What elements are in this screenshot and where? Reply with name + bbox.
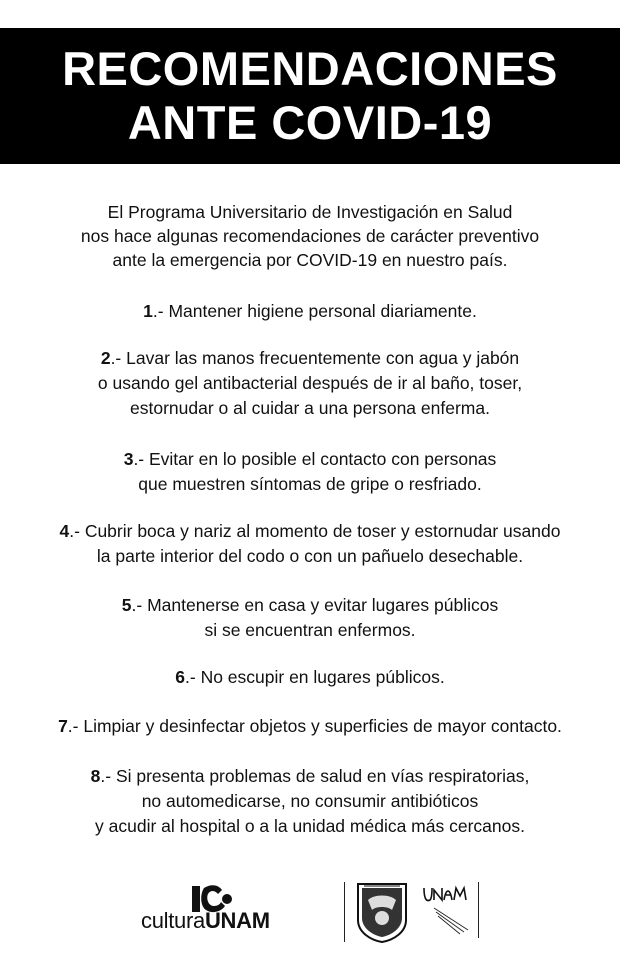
unam-seal-icon: [354, 880, 410, 944]
recommendation-1: 1.- Mantener higiene personal diariamente.: [143, 301, 477, 321]
cultura-text: cultura: [141, 908, 205, 933]
title-line-1: RECOMENDACIONES: [62, 42, 558, 95]
recommendation-line: si se encuentran enfermos.: [204, 620, 416, 640]
unam-text: UNAM: [204, 908, 270, 933]
recommendation-line: Cubrir boca y nariz al momento de toser y estornudar usando: [84, 521, 561, 541]
recommendation-line: Evitar en lo posible el contacto con personas: [149, 449, 497, 469]
recommendation-number: 2: [100, 348, 111, 368]
recommendation-line: y acudir al hospital o a la unidad médica más cercanos.: [95, 816, 525, 836]
recommendation-line: Si presenta problemas de salud en vías respiratorias,: [115, 766, 530, 786]
recommendation-6: 6.- No escupir en lugares públicos.: [175, 667, 445, 687]
recommendation-line: no automedicarse, no consumir antibióticos: [141, 791, 479, 811]
recommendation-line: que muestren síntomas de gripe o resfriado.: [138, 474, 482, 494]
unam-script-logo-icon: [420, 882, 472, 938]
intro-line: ante la emergencia por COVID-19 en nuestro país.: [112, 250, 508, 270]
recommendation-number: 7: [58, 716, 68, 736]
footer-logos: [0, 870, 620, 950]
title-line-2: ANTE COVID-19: [127, 96, 493, 149]
recommendation-number: 5: [121, 595, 132, 615]
recommendation-line: o usando gel antibacterial después de ir al baño, toser,: [97, 373, 523, 393]
recommendation-7: 7.- Limpiar y desinfectar objetos y superficies de mayor contacto.: [58, 716, 562, 736]
intro-line: nos hace algunas recomendaciones de carácter preventivo: [80, 226, 540, 246]
recommendation-number: 3: [123, 449, 134, 469]
recommendation-line: Mantenerse en casa y evitar lugares públicos: [147, 595, 499, 615]
intro-line: El Programa Universitario de Investigación en Salud: [107, 202, 513, 222]
recommendation-number: 8: [90, 766, 101, 786]
recommendation-number: 6: [175, 667, 185, 687]
recommendation-8: 8.- Si presenta problemas de salud en vías respiratorias, no automedicarse, no consumir antibióticos y acudir al hospital o a la unidad médica más cercanos.: [0, 764, 620, 839]
footer-divider: [344, 882, 345, 942]
intro-paragraph: [0, 200, 620, 272]
cultura-unam-wordmark: [141, 908, 270, 934]
recommendation-number: 4: [59, 521, 70, 541]
recommendation-line: la parte interior del codo o con un pañuelo desechable.: [96, 546, 524, 566]
recommendation-5: 5.- Mantenerse en casa y evitar lugares públicos si se encuentran enfermos.: [0, 593, 620, 643]
recommendation-line: Mantener higiene personal diariamente.: [168, 301, 477, 321]
recommendation-3: 3.- Evitar en lo posible el contacto con personas que muestren síntomas de gripe o resfriado.: [0, 447, 620, 497]
recommendation-2: 2.- Lavar las manos frecuentemente con agua y jabón o usando gel antibacterial después de ir al baño, toser, estornudar o al cuidar a una persona enferma.: [0, 346, 620, 421]
title-banner: [0, 28, 620, 164]
recommendation-line: Limpiar y desinfectar objetos y superficies de mayor contacto.: [83, 716, 562, 736]
recommendation-line: No escupir en lugares públicos.: [200, 667, 445, 687]
recommendation-number: 1: [143, 301, 153, 321]
recommendation-4: 4.- Cubrir boca y nariz al momento de toser y estornudar usando la parte interior del codo o con un pañuelo desechable.: [0, 519, 620, 569]
footer-divider: [478, 882, 479, 938]
recommendation-line: estornudar o al cuidar a una persona enferma.: [130, 398, 490, 418]
recommendation-line: Lavar las manos frecuentemente con agua y jabón: [126, 348, 520, 368]
